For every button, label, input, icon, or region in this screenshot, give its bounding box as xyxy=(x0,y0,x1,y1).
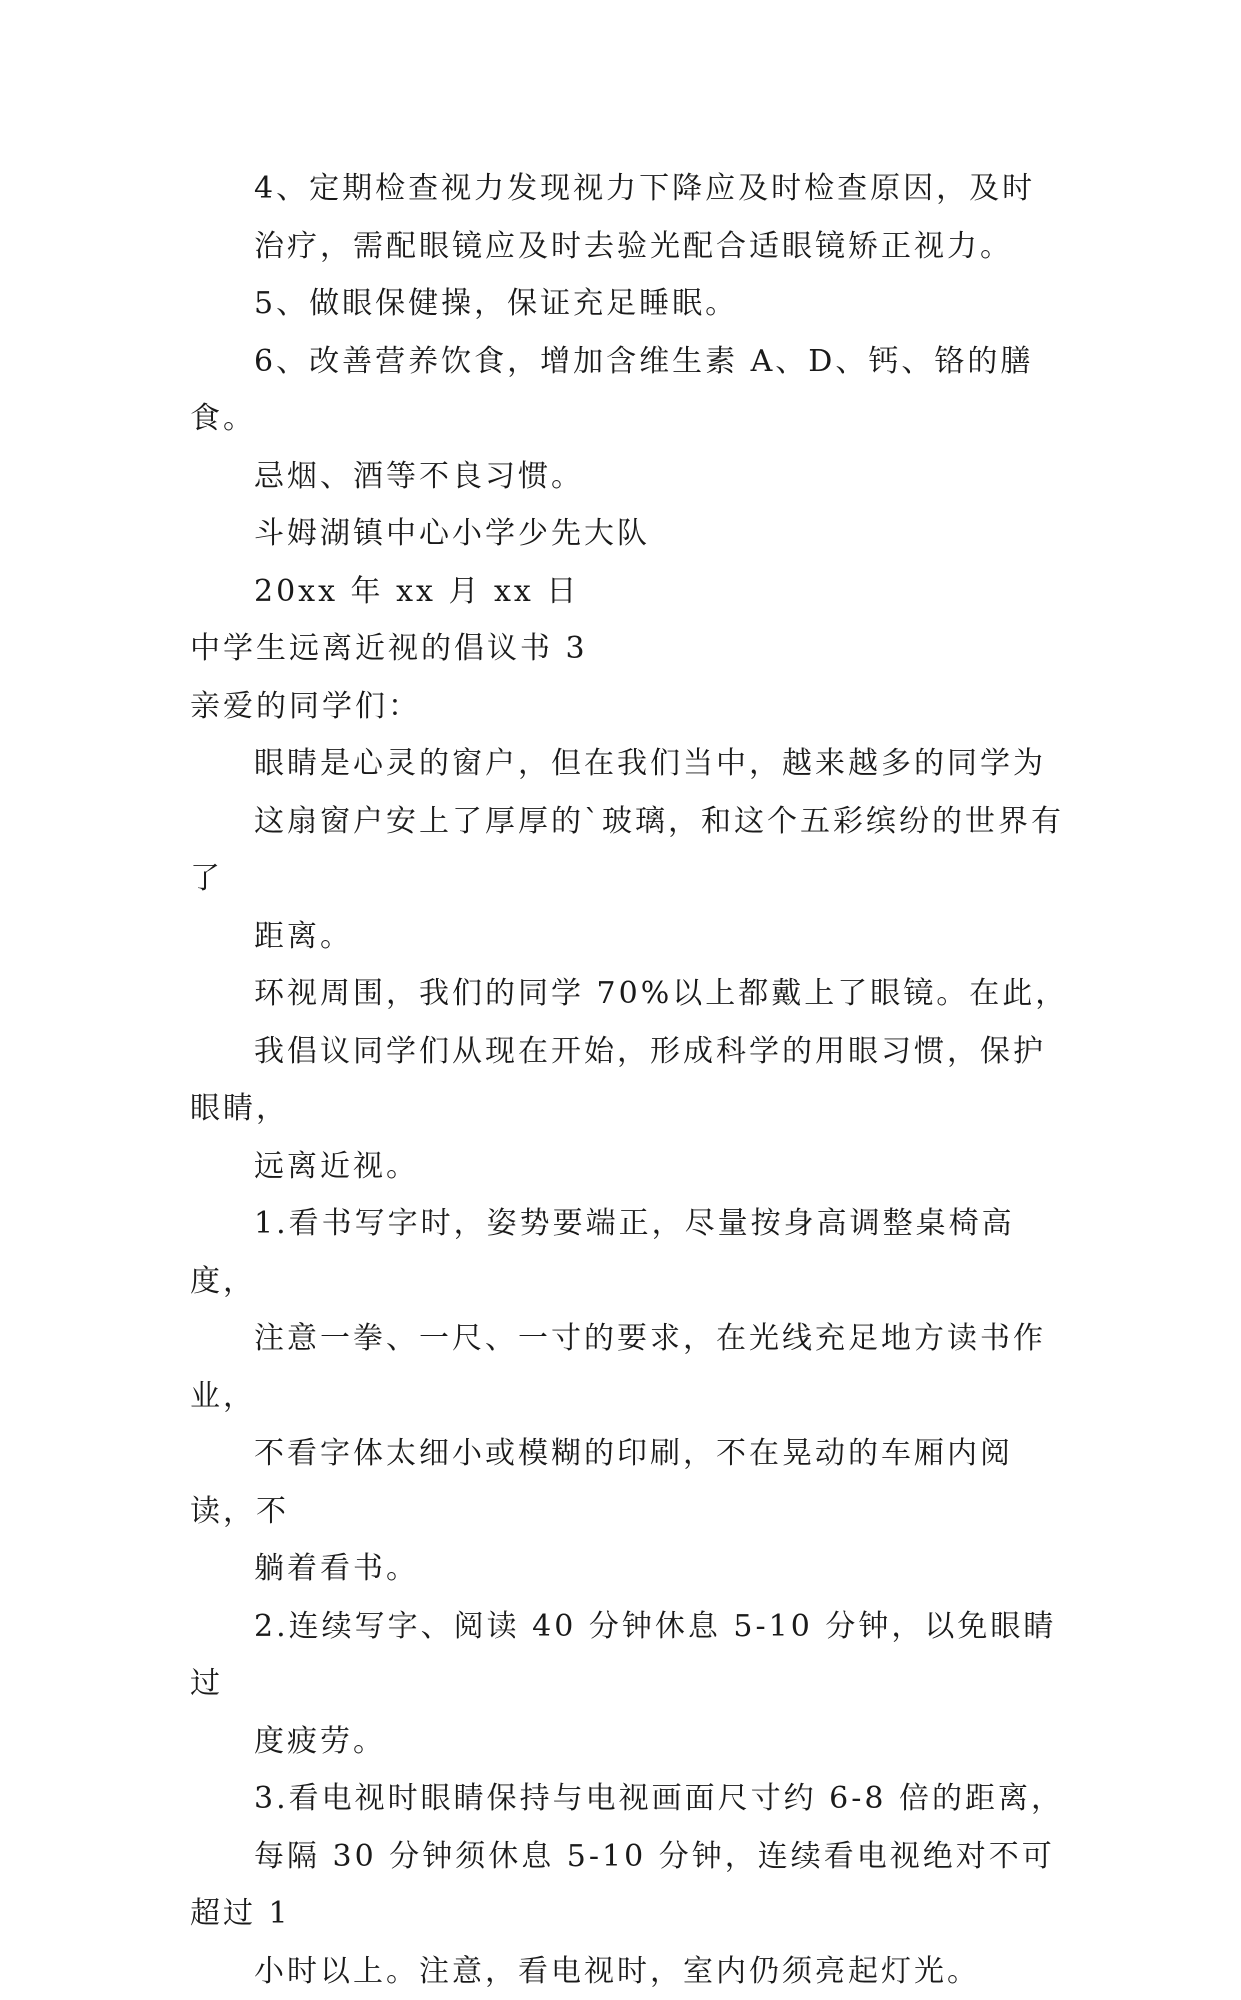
text-line: 3.看电视时眼睛保持与电视画面尺寸约 6-8 倍的距离， xyxy=(190,1770,1070,1828)
text-line: 斗姆湖镇中心小学少先大队 xyxy=(190,505,1070,563)
text-line: 2.连续写字、阅读 40 分钟休息 5-10 分钟，以免眼睛过 xyxy=(190,1598,1070,1713)
paragraph-tip-6 xyxy=(190,333,1070,506)
paragraph-tip-4 xyxy=(190,160,1070,275)
text-line: 眼睛是心灵的窗户，但在我们当中，越来越多的同学为 xyxy=(190,735,1070,793)
paragraph-proposal xyxy=(190,965,1070,1195)
text-line: 4、定期检查视力发现视力下降应及时检查原因，及时 xyxy=(190,160,1070,218)
signature-organization xyxy=(190,505,1070,563)
text-line: 度疲劳。 xyxy=(190,1713,1070,1771)
signature-date xyxy=(190,563,1070,621)
paragraph-item-2 xyxy=(190,1598,1070,1771)
text-line: 远离近视。 xyxy=(190,1138,1070,1196)
text-line: 1.看书写字时，姿势要端正，尽量按身高调整桌椅高度， xyxy=(190,1195,1070,1310)
text-line: 6、改善营养饮食，增加含维生素 A、D、钙、铬的膳食。 xyxy=(190,333,1070,448)
text-line: 不看字体太细小或模糊的印刷，不在晃动的车厢内阅读，不 xyxy=(190,1425,1070,1540)
document-body xyxy=(190,160,1070,2000)
paragraph-item-3 xyxy=(190,1770,1070,2000)
text-line: 亲爱的同学们： xyxy=(190,678,1070,736)
text-line: 忌烟、酒等不良习惯。 xyxy=(190,448,1070,506)
salutation xyxy=(190,678,1070,736)
paragraph-item-1 xyxy=(190,1195,1070,1598)
text-line: 20xx 年 xx 月 xx 日 xyxy=(190,563,1070,621)
text-line: 环视周围，我们的同学 70%以上都戴上了眼镜。在此， xyxy=(190,965,1070,1023)
paragraph-tip-5 xyxy=(190,275,1070,333)
section-title xyxy=(190,620,1070,678)
text-line: 注意一拳、一尺、一寸的要求，在光线充足地方读书作业， xyxy=(190,1310,1070,1425)
text-line: 距离。 xyxy=(190,908,1070,966)
text-line: 治疗，需配眼镜应及时去验光配合适眼镜矫正视力。 xyxy=(190,218,1070,276)
text-line: 小时以上。注意，看电视时，室内仍须亮起灯光。 xyxy=(190,1943,1070,2000)
text-line: 5、做眼保健操，保证充足睡眠。 xyxy=(190,275,1070,333)
text-line: 每隔 30 分钟须休息 5-10 分钟，连续看电视绝对不可超过 1 xyxy=(190,1828,1070,1943)
text-line: 这扇窗户安上了厚厚的`玻璃，和这个五彩缤纷的世界有了 xyxy=(190,793,1070,908)
text-line: 躺着看书。 xyxy=(190,1540,1070,1598)
paragraph-intro xyxy=(190,735,1070,965)
text-line: 中学生远离近视的倡议书 3 xyxy=(190,620,1070,678)
text-line: 我倡议同学们从现在开始，形成科学的用眼习惯，保护眼睛， xyxy=(190,1023,1070,1138)
